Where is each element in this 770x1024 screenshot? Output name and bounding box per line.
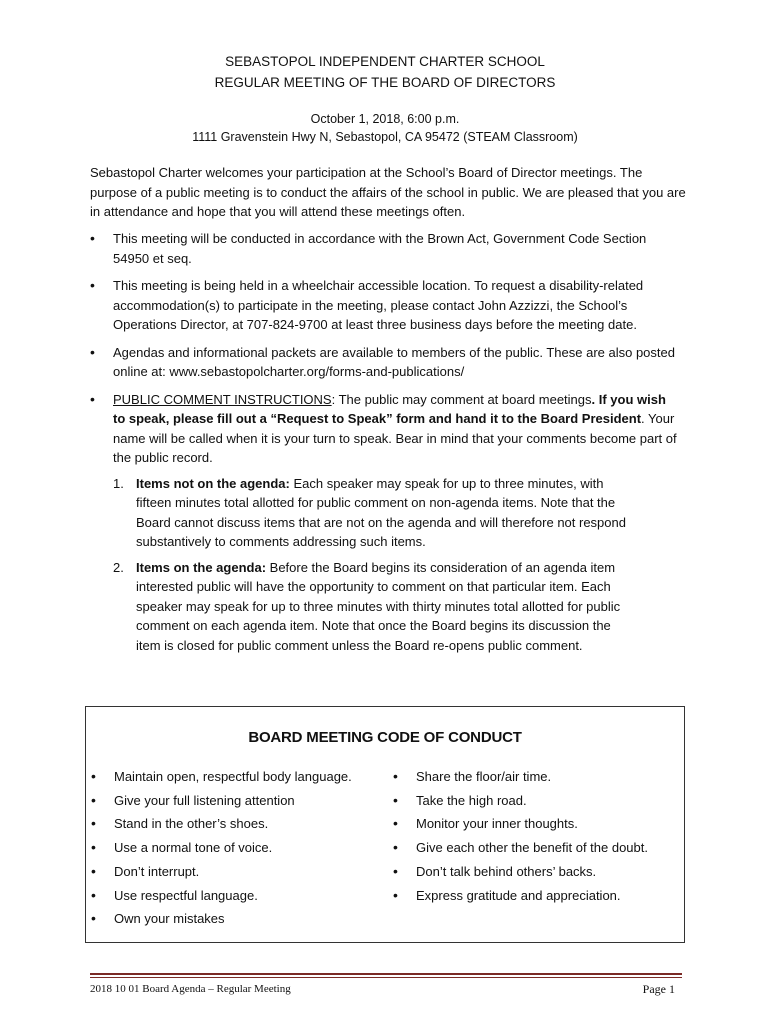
public-comment-text-2: . Your name will be called when it is your turn to speak. Bear in mind that your comments become part of the public record. — [113, 411, 677, 465]
list-item — [90, 276, 680, 335]
footer-divider-thick — [90, 973, 682, 975]
conduct-list-left — [91, 765, 352, 931]
public-comment-colon: : — [331, 391, 336, 407]
list-item: • Give your full listening attention — [91, 789, 352, 813]
meeting-title: REGULAR MEETING OF THE BOARD OF DIRECTORS — [214, 75, 556, 90]
agendas-notice: Agendas and informational packets are available to members of the public. These are also posted online at: www.sebastopolcharter.org/forms-and-publications/ — [113, 344, 675, 379]
public-comment-heading: PUBLIC COMMENT INSTRUCTIONS — [113, 391, 332, 407]
rule-heading: Items on the agenda: — [136, 559, 267, 575]
list-item: • Stand in the other’s shoes. — [91, 812, 352, 836]
meeting-location: 1111 Gravenstein Hwy N, Sebastopol, CA 95472 (STEAM Classroom) — [192, 130, 578, 144]
list-item: • Use respectful language. — [91, 884, 352, 908]
rule-text: Each speaker may speak for up to three minutes, with fifteen minutes total allotted for public comment on non-agenda items. Note that the Board cannot discuss items that are not on the agenda and will therefore not respond substantively to comments addressing such items. — [136, 475, 626, 549]
list-item: • Don’t interrupt. — [91, 860, 352, 884]
rule-text: Before the Board begins its consideration of an agenda item interested public will have the opportunity to comment on that particular item. Each speaker may speak for up to three minutes with thirty minutes total allotted for public comment on each agenda item. Note that once the Board begins its discussion the item is closed for public comment unless the Board re-opens public comment. — [136, 559, 621, 653]
list-item: • Maintain open, respectful body language. — [91, 765, 352, 789]
public-comment-dot: . — [591, 391, 596, 407]
list-item — [113, 474, 631, 552]
notice-list — [90, 229, 680, 663]
list-item: • Monitor your inner thoughts. — [393, 812, 648, 836]
list-item: • Own your mistakes — [91, 907, 352, 931]
meeting-date-time: October 1, 2018, 6:00 p.m. — [310, 112, 460, 126]
public-comment-bold: If you wish to speak, please fill out a “Request to Speak” form and hand it to the Board President — [113, 391, 666, 426]
list-item — [90, 229, 680, 268]
brown-act-notice: This meeting will be conducted in accordance with the Brown Act, Government Code Section 54950 et seq. — [113, 231, 647, 266]
public-comment-rules — [113, 474, 680, 656]
public-comment-text-1: The public may comment at board meetings — [335, 391, 592, 407]
footer-divider-thin — [90, 977, 682, 978]
list-item: • Use a normal tone of voice. — [91, 836, 352, 860]
intro-paragraph: Sebastopol Charter welcomes your participation at the School’s Board of Director meetings. The purpose of a public meeting is to conduct the affairs of the school in public. We are pleased that you are in attendance and hope that you will attend these meetings often. — [90, 165, 686, 219]
code-of-conduct-title: BOARD MEETING CODE OF CONDUCT — [248, 729, 522, 746]
list-item: • Express gratitude and appreciation. — [393, 884, 648, 908]
list-item: • Don’t talk behind others’ backs. — [393, 860, 648, 884]
list-item — [90, 390, 680, 656]
item-number: 2. — [113, 559, 124, 575]
conduct-list-right — [393, 765, 648, 907]
code-of-conduct-box — [85, 706, 685, 943]
footer-document-name: 2018 10 01 Board Agenda – Regular Meeting — [90, 983, 291, 995]
list-item: • Take the high road. — [393, 789, 648, 813]
list-item: • Give each other the benefit of the doubt. — [393, 836, 648, 860]
list-item — [113, 558, 631, 656]
list-item — [90, 343, 680, 382]
rule-heading: Items not on the agenda: — [136, 475, 290, 491]
page-number: Page 1 — [642, 982, 675, 996]
item-number: 1. — [113, 475, 124, 491]
school-name: SEBASTOPOL INDEPENDENT CHARTER SCHOOL — [225, 54, 545, 69]
accessibility-notice: This meeting is being held in a wheelchair accessible location. To request a disability-related accommodation(s) to participate in the meeting, please contact John Azzizzi, the School’s Operations Director, at 707-824-9700 at least three business days before the meeting date. — [113, 278, 644, 332]
list-item: • Share the floor/air time. — [393, 765, 648, 789]
